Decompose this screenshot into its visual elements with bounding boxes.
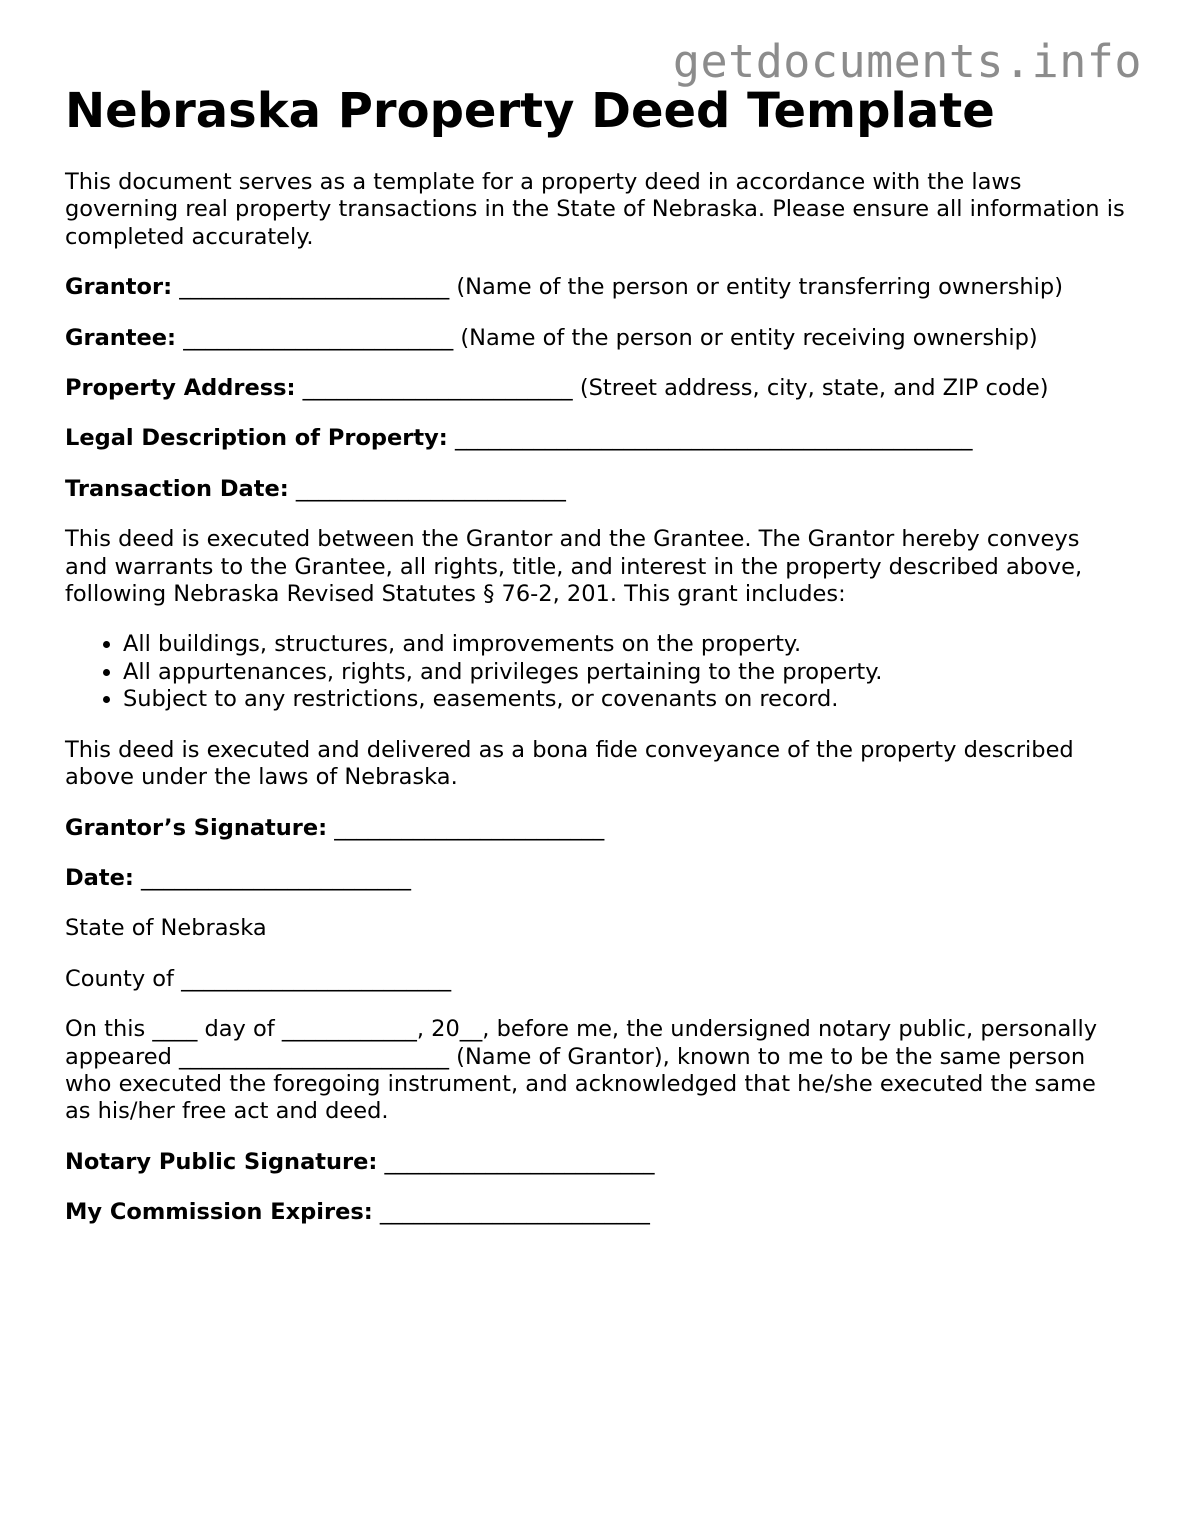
transaction-date-field (65, 476, 1125, 503)
notary-signature-blank[interactable]: ________________________ (377, 1148, 655, 1175)
grantee-field (65, 325, 1125, 352)
date-blank[interactable]: ________________________ (133, 864, 412, 891)
legal-description-label: Legal Description of Property: (65, 425, 448, 452)
list-item: • Subject to any restrictions, easements, or covenants on record. (123, 686, 1125, 713)
watermark: getdocuments.info (672, 35, 1142, 88)
commission-expires-field (65, 1199, 1125, 1226)
commission-expires-label: My Commission Expires: (65, 1199, 373, 1226)
list-item: • All buildings, structures, and improvements on the property. (123, 631, 1125, 658)
grantor-label: Grantor: (65, 274, 173, 301)
notary-signature-label: Notary Public Signature: (65, 1148, 378, 1175)
delivery-paragraph: This deed is executed and delivered as a bona fide conveyance of the property described above under the laws of Nebraska. (65, 736, 1074, 791)
grantor-field (65, 274, 1125, 301)
deed-document (65, 84, 1125, 1227)
acknowledgment-paragraph: On this ____ day of ____________, 20__, before me, the undersigned notary public, personally appeared ________________________ (Name of Grantor), known to me to be the same person who executed the foregoing instrument, and acknowledged that he/she executed the same as his/her free act and deed. (65, 1016, 1098, 1125)
grantee-label: Grantee: (65, 324, 177, 351)
date-label: Date: (65, 864, 134, 891)
grantor-signature-field (65, 815, 1125, 842)
legal-description-field (65, 425, 1125, 452)
grantee-blank[interactable]: ________________________ (Name of the person or entity receiving ownership) (176, 324, 1038, 351)
property-address-label: Property Address: (65, 375, 296, 402)
list-item: • All appurtenances, rights, and privileges pertaining to the property. (123, 659, 1125, 686)
grantor-blank[interactable]: ________________________ (Name of the person or entity transferring ownership) (172, 274, 1063, 301)
property-address-blank[interactable]: ________________________ (Street address, city, state, and ZIP code) (295, 375, 1049, 402)
grantor-signature-label: Grantor’s Signature: (65, 814, 328, 841)
commission-expires-blank[interactable]: ________________________ (372, 1199, 650, 1226)
legal-description-blank[interactable]: ______________________________________________ (447, 425, 973, 452)
transaction-date-blank[interactable]: ________________________ (288, 475, 566, 502)
date-field (65, 865, 1125, 892)
property-address-field (65, 375, 1125, 402)
intro-paragraph: This document serves as a template for a property deed in accordance with the laws governing real property transactions in the State of Nebraska. Please ensure all information is completed accurately. (65, 169, 1125, 250)
notary-signature-field (65, 1149, 1125, 1176)
document-title: Nebraska Property Deed Template (65, 83, 995, 139)
state-line: State of Nebraska (65, 915, 267, 942)
county-line[interactable]: County of ________________________ (65, 965, 452, 992)
conveyance-paragraph: This deed is executed between the Grantor and the Grantee. The Grantor hereby conveys and warrants to the Grantee, all rights, title, and interest in the property described above, following Nebraska Revised Statutes § 76-2, 201. This grant includes: (65, 526, 1083, 608)
grantor-signature-blank[interactable]: ________________________ (327, 814, 605, 841)
transaction-date-label: Transaction Date: (65, 475, 289, 502)
includes-list (65, 631, 1125, 713)
